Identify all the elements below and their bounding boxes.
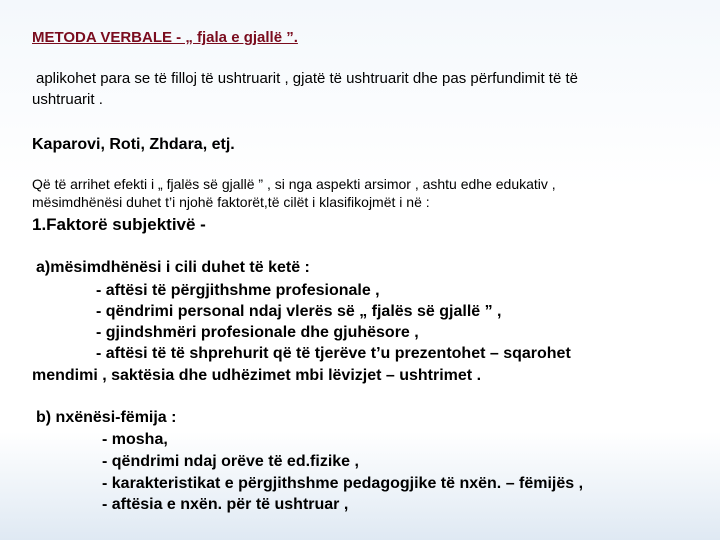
- paragraph-line-2: mësimdhënësi duhet t’i njohë faktorët,të cilët i klasifikojmët i në :: [32, 194, 430, 210]
- section-a-continuation: mendimi , saktësia dhe udhëzimet mbi lëvizjet – ushtrimet .: [32, 367, 482, 384]
- section-b-item: - qëndrimi ndaj orëve të ed.fizike ,: [102, 453, 359, 470]
- slide-title: METODA VERBALE - „ fjala e gjallë ”.: [32, 29, 298, 46]
- section-b-item: - aftësia e nxën. për të ushtruar ,: [102, 496, 349, 513]
- section-b-heading: b) nxënësi-fëmija :: [36, 409, 177, 426]
- section-a-item: - gjindshmëri profesionale dhe gjuhësore ,: [96, 324, 419, 341]
- authors-line: Kaparovi, Roti, Zhdara, etj.: [32, 136, 235, 153]
- section-b-item: - mosha,: [102, 431, 168, 448]
- section-b-item: - karakteristikat e përgjithshme pedagogjike të nxën. – fëmijës ,: [102, 475, 584, 492]
- section-a-item: - qëndrimi personal ndaj vlerës së „ fjalës së gjallë ” ,: [96, 303, 502, 320]
- section-a-item: - aftësi të përgjithshme profesionale ,: [96, 282, 380, 299]
- intro-line-2: ushtruarit .: [32, 91, 103, 108]
- section-a-item: - aftësi të të shprehurit që të tjerëve t’u prezentohet – sqarohet: [96, 345, 571, 362]
- section-heading: 1.Faktorë subjektivë -: [32, 215, 206, 234]
- intro-line-1: aplikohet para se të filloj të ushtruarit , gjatë të ushtruarit dhe pas përfundimit të të: [36, 70, 578, 87]
- section-a-heading: a)mësimdhënësi i cili duhet të ketë :: [36, 259, 310, 276]
- paragraph-line-1: Që të arrihet efekti i „ fjalës së gjallë ” , si nga aspekti arsimor , ashtu edhe edukativ ,: [32, 176, 556, 192]
